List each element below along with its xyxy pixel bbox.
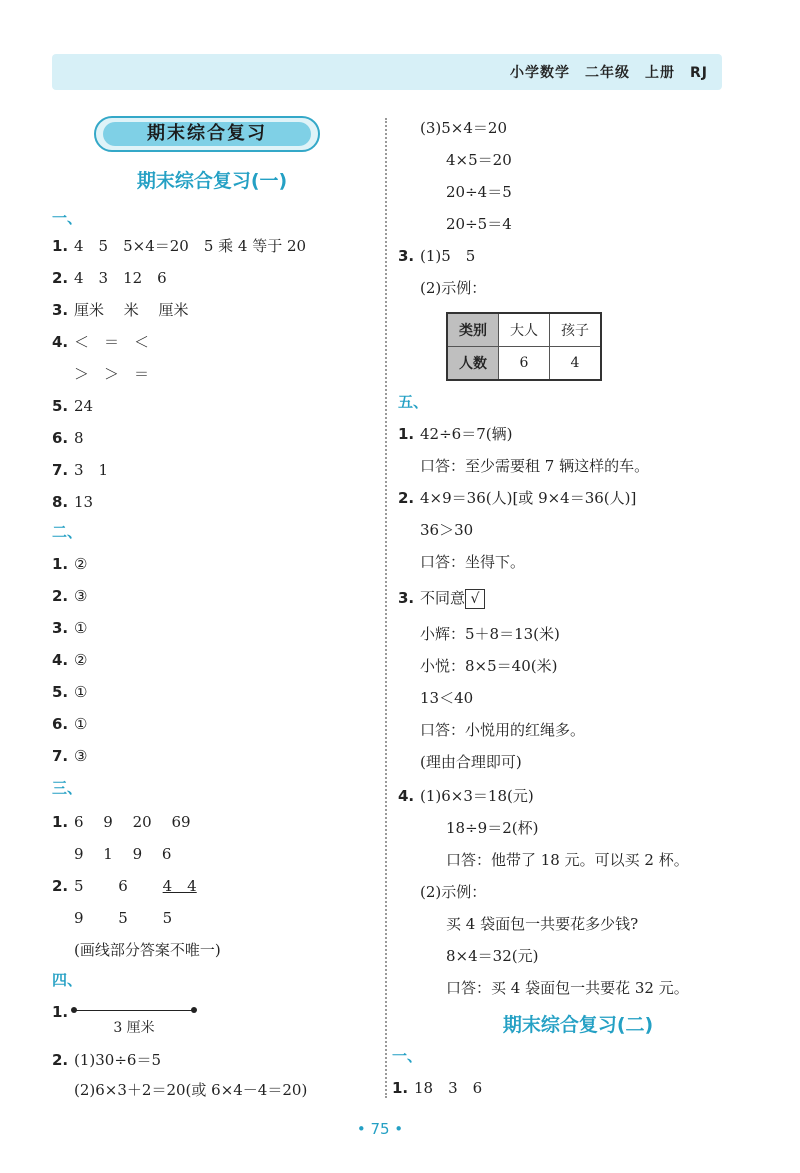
answer-5-3: 3. 不同意 √ [398, 586, 485, 610]
answer-5-3-reply: 口答：小悦用的红绳多。 [420, 721, 586, 739]
answer-2-5: 5. ① [52, 683, 88, 701]
section-label-6: 一、 [392, 1047, 423, 1065]
answer-5-4-reply: 口答：他带了 18 元。可以买 2 杯。 [446, 851, 689, 869]
answer-5-3-xiaoyue: 小悦：8×5＝40(米) [420, 657, 558, 675]
answer-2-7: 7. ③ [52, 747, 88, 765]
answer-5-1-reply: 口答：至少需要租 7 辆这样的车。 [420, 457, 650, 475]
answer-6-1: 1. 18 3 6 [392, 1079, 483, 1097]
answer-5-4-calc: 8×4＝32(元) [446, 947, 539, 965]
answer-1-8: 8. 13 [52, 493, 94, 511]
segment-endpoint [191, 1007, 197, 1013]
answer-5-3-compare: 13＜40 [420, 689, 474, 707]
table-cell: 4 [550, 347, 602, 381]
answer-2-1: 1. ② [52, 555, 88, 573]
answer-cont-4: 20÷5＝4 [446, 215, 512, 233]
answer-1-7: 7. 3 1 [52, 461, 109, 479]
review-subtitle-1: 期末综合复习(一) [136, 170, 288, 192]
answer-3-note: (画线部分答案不唯一) [74, 941, 221, 959]
answer-4-2: 2. (1)30÷6＝5 [52, 1051, 161, 1069]
answer-5-4-reply2: 口答：买 4 袋面包一共要花 32 元。 [446, 979, 689, 997]
section-label-2: 二、 [52, 523, 83, 541]
answer-1-4-row2: ＞ ＞ ＝ [74, 365, 150, 383]
answer-5-4: 4. (1)6×3＝18(元) [398, 787, 534, 805]
answer-1-4: 4. ＜ ＝ ＜ [52, 333, 150, 351]
answer-3-1-row2: 9 1 9 6 [74, 845, 172, 863]
column-divider [385, 118, 387, 1098]
section-label-3: 三、 [52, 779, 83, 797]
header-book-info: 小学数学 二年级 上册 RJ [510, 65, 708, 81]
answer-5-3-note: (理由合理即可) [420, 753, 522, 771]
answer-5-4-question: 买 4 袋面包一共要花多少钱? [446, 915, 639, 933]
table-cell: 6 [499, 347, 550, 381]
review-subtitle-2: 期末综合复习(二) [502, 1014, 654, 1036]
answer-5-2-reply: 口答：坐得下。 [420, 553, 526, 571]
answer-2-2: 2. ③ [52, 587, 88, 605]
answer-3-2: 2. 5 6 4 4 [52, 877, 197, 895]
header-bar [52, 54, 722, 90]
answer-1-2: 2. 4 3 12 6 [52, 269, 167, 287]
underlined-answer: 4 4 [162, 877, 197, 895]
answer-1-5: 5. 24 [52, 397, 94, 415]
data-table [446, 312, 602, 381]
answer-1-6: 6. 8 [52, 429, 84, 447]
section-banner-title: 期末综合复习 [103, 122, 311, 146]
answer-cont-1: (3)5×4＝20 [420, 119, 507, 137]
answer-5-2: 2. 4×9＝36(人)[或 9×4＝36(人)] [398, 489, 637, 507]
answer-cont-2: 4×5＝20 [446, 151, 512, 169]
answer-5-4-step2: 18÷9＝2(杯) [446, 819, 539, 837]
table-header-cell: 大人 [499, 313, 550, 347]
segment-length-label: 3 厘米 [113, 1020, 155, 1036]
section-label-4: 四、 [52, 971, 83, 989]
answer-3-2-row2: 9 5 5 [74, 909, 173, 927]
answer-4-2-row2: (2)6×3＋2＝20(或 6×4－4＝20) [74, 1081, 308, 1099]
answer-r-3-example: (2)示例： [420, 279, 487, 297]
section-label-5: 五、 [398, 393, 429, 411]
answer-2-4: 4. ② [52, 651, 88, 669]
answer-1-1: 1. 4 5 5×4＝20 5 乘 4 等于 20 [52, 237, 307, 255]
answer-5-4-example: (2)示例： [420, 883, 487, 901]
table-row [447, 347, 601, 381]
table-header-cell: 孩子 [550, 313, 602, 347]
table-header-cell: 类别 [447, 313, 499, 347]
answer-1-3: 3. 厘米 米 厘米 [52, 301, 189, 319]
answer-r-3: 3. (1)5 5 [398, 247, 476, 265]
page-number: • 75 • [356, 1120, 404, 1138]
answer-2-6: 6. ① [52, 715, 88, 733]
table-row [447, 313, 601, 347]
answer-5-1: 1. 42÷6＝7(辆) [398, 425, 513, 443]
check-mark-icon: √ [465, 589, 485, 609]
table-row-header: 人数 [447, 347, 499, 381]
answer-4-1: 1. 3 厘米 [52, 1000, 252, 1040]
answer-2-3: 3. ① [52, 619, 88, 637]
segment-endpoint [71, 1007, 77, 1013]
line-segment [74, 1010, 194, 1011]
answer-3-1: 1. 6 9 20 69 [52, 813, 191, 831]
answer-cont-3: 20÷4＝5 [446, 183, 512, 201]
section-banner [94, 116, 320, 152]
answer-5-3-xiaohui: 小辉：5＋8＝13(米) [420, 625, 560, 643]
answer-5-2-compare: 36＞30 [420, 521, 474, 539]
section-label-1: 一、 [52, 209, 83, 227]
